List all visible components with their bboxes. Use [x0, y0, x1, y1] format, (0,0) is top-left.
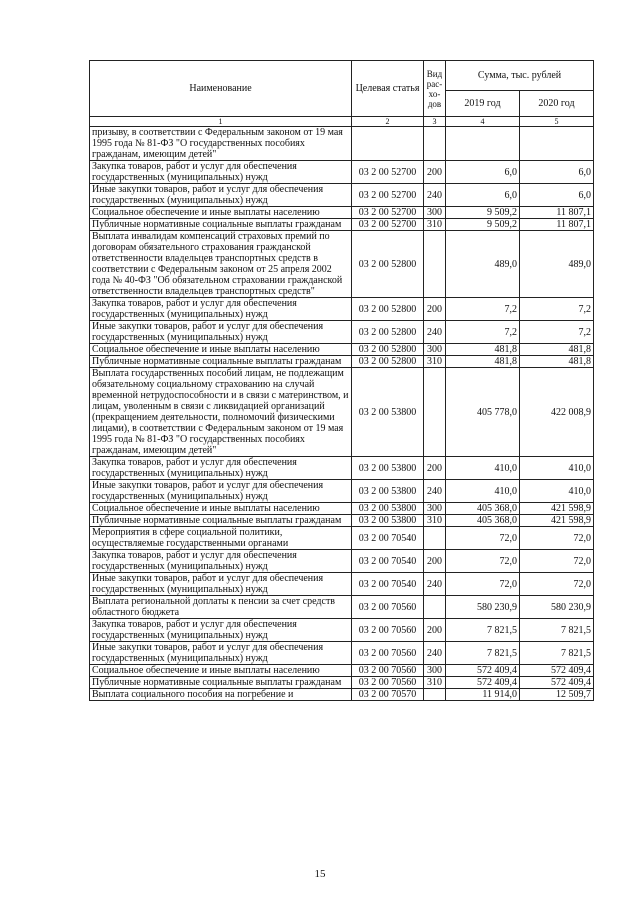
row-sum-2019: 11 914,0	[446, 689, 520, 701]
row-sum-2020: 12 509,7	[520, 689, 594, 701]
table-row	[90, 207, 594, 219]
column-number: 5	[520, 117, 594, 127]
table-row	[90, 596, 594, 619]
row-name: Иные закупки товаров, работ и услуг для обеспечения государственных (муниципальных) нужд	[90, 573, 352, 596]
table-row	[90, 356, 594, 368]
row-name: Мероприятия в сфере социальной политики, осуществляемые государственными органами	[90, 527, 352, 550]
row-name: Иные закупки товаров, работ и услуг для обеспечения государственных (муниципальных) нужд	[90, 642, 352, 665]
row-target-article	[352, 127, 424, 161]
row-name: Социальное обеспечение и иные выплаты населению	[90, 503, 352, 515]
header-name: Наименование	[90, 61, 352, 117]
row-target-article: 03 2 00 70560	[352, 665, 424, 677]
page-number: 15	[314, 868, 326, 880]
row-expense-type	[424, 689, 446, 701]
row-sum-2019: 572 409,4	[446, 677, 520, 689]
row-name: призыву, в соответствии с Федеральным законом от 19 мая 1995 года № 81-ФЗ "О государственных пособиях гражданам, имеющим детей"	[90, 127, 352, 161]
row-expense-type	[424, 596, 446, 619]
row-name: Закупка товаров, работ и услуг для обеспечения государственных (муниципальных) нужд	[90, 457, 352, 480]
row-name: Социальное обеспечение и иные выплаты населению	[90, 665, 352, 677]
row-expense-type: 240	[424, 321, 446, 344]
table-row	[90, 550, 594, 573]
row-name: Выплата региональной доплаты к пенсии за счет средств областного бюджета	[90, 596, 352, 619]
table-row	[90, 677, 594, 689]
row-sum-2019	[446, 127, 520, 161]
row-sum-2020: 422 008,9	[520, 368, 594, 457]
row-sum-2020: 7 821,5	[520, 642, 594, 665]
row-target-article: 03 2 00 52800	[352, 298, 424, 321]
row-name: Выплата инвалидам компенсаций страховых премий по договорам обязательного страхования гражданской ответственности владельцев транспортных средств в соответствии с Федеральным законом от 25 апреля 2002 года № 40-ФЗ "Об обязательном страховании гражданской ответственности владельцев транспортных средств"	[90, 231, 352, 298]
table-row	[90, 619, 594, 642]
row-sum-2020: 6,0	[520, 184, 594, 207]
row-target-article: 03 2 00 52800	[352, 321, 424, 344]
table-header	[90, 61, 594, 127]
table-row	[90, 665, 594, 677]
row-sum-2019: 7 821,5	[446, 642, 520, 665]
row-target-article: 03 2 00 53800	[352, 503, 424, 515]
column-number: 3	[424, 117, 446, 127]
header-target-article: Целевая статья	[352, 61, 424, 117]
row-expense-type: 300	[424, 207, 446, 219]
row-name: Иные закупки товаров, работ и услуг для обеспечения государственных (муниципальных) нужд	[90, 480, 352, 503]
row-expense-type: 310	[424, 219, 446, 231]
table-row	[90, 480, 594, 503]
row-name: Закупка товаров, работ и услуг для обеспечения государственных (муниципальных) нужд	[90, 550, 352, 573]
row-sum-2019: 481,8	[446, 344, 520, 356]
row-sum-2019: 481,8	[446, 356, 520, 368]
row-sum-2020	[520, 127, 594, 161]
row-name: Социальное обеспечение и иные выплаты населению	[90, 344, 352, 356]
row-target-article: 03 2 00 70560	[352, 677, 424, 689]
table-row	[90, 231, 594, 298]
row-name: Публичные нормативные социальные выплаты гражданам	[90, 356, 352, 368]
column-number: 2	[352, 117, 424, 127]
row-target-article: 03 2 00 52700	[352, 161, 424, 184]
table-row	[90, 527, 594, 550]
row-sum-2019: 410,0	[446, 480, 520, 503]
row-sum-2020: 572 409,4	[520, 665, 594, 677]
table-row	[90, 161, 594, 184]
row-target-article: 03 2 00 53800	[352, 480, 424, 503]
row-expense-type	[424, 231, 446, 298]
row-target-article: 03 2 00 70560	[352, 642, 424, 665]
table-row	[90, 184, 594, 207]
row-expense-type: 200	[424, 619, 446, 642]
row-sum-2019: 72,0	[446, 527, 520, 550]
row-name: Иные закупки товаров, работ и услуг для обеспечения государственных (муниципальных) нужд	[90, 321, 352, 344]
row-expense-type: 300	[424, 503, 446, 515]
row-target-article: 03 2 00 52800	[352, 344, 424, 356]
row-sum-2020: 421 598,9	[520, 515, 594, 527]
row-sum-2019: 572 409,4	[446, 665, 520, 677]
table-row	[90, 321, 594, 344]
row-sum-2020: 11 807,1	[520, 207, 594, 219]
row-sum-2020: 481,8	[520, 356, 594, 368]
row-expense-type: 200	[424, 298, 446, 321]
table-body	[90, 127, 594, 701]
row-sum-2019: 7,2	[446, 298, 520, 321]
row-name: Публичные нормативные социальные выплаты гражданам	[90, 677, 352, 689]
row-expense-type	[424, 127, 446, 161]
row-sum-2020: 7,2	[520, 321, 594, 344]
row-target-article: 03 2 00 70560	[352, 619, 424, 642]
row-expense-type: 200	[424, 550, 446, 573]
table-row	[90, 298, 594, 321]
table-row	[90, 457, 594, 480]
row-expense-type: 310	[424, 356, 446, 368]
row-expense-type: 200	[424, 457, 446, 480]
row-sum-2020: 7,2	[520, 298, 594, 321]
row-target-article: 03 2 00 52800	[352, 231, 424, 298]
row-expense-type: 310	[424, 677, 446, 689]
table-row	[90, 344, 594, 356]
row-sum-2019: 72,0	[446, 573, 520, 596]
row-target-article: 03 2 00 70570	[352, 689, 424, 701]
row-sum-2019: 405 368,0	[446, 515, 520, 527]
row-target-article: 03 2 00 52800	[352, 356, 424, 368]
row-sum-2020: 7 821,5	[520, 619, 594, 642]
table-row	[90, 127, 594, 161]
table-row	[90, 368, 594, 457]
row-sum-2019: 405 368,0	[446, 503, 520, 515]
row-target-article: 03 2 00 70540	[352, 573, 424, 596]
header-expense-type: Вид рас-хо-дов	[424, 61, 446, 117]
row-expense-type: 240	[424, 480, 446, 503]
row-target-article: 03 2 00 53800	[352, 368, 424, 457]
row-name: Публичные нормативные социальные выплаты гражданам	[90, 219, 352, 231]
row-expense-type	[424, 368, 446, 457]
row-target-article: 03 2 00 52700	[352, 219, 424, 231]
row-sum-2020: 572 409,4	[520, 677, 594, 689]
row-sum-2020: 410,0	[520, 480, 594, 503]
row-expense-type: 240	[424, 573, 446, 596]
row-sum-2019: 7,2	[446, 321, 520, 344]
row-sum-2019: 405 778,0	[446, 368, 520, 457]
row-expense-type: 300	[424, 665, 446, 677]
header-sum: Сумма, тыс. рублей	[446, 61, 594, 91]
row-target-article: 03 2 00 52700	[352, 184, 424, 207]
budget-table	[89, 60, 594, 701]
header-year-2020: 2020 год	[520, 91, 594, 117]
column-number: 1	[90, 117, 352, 127]
header-year-2019: 2019 год	[446, 91, 520, 117]
row-sum-2019: 580 230,9	[446, 596, 520, 619]
column-number: 4	[446, 117, 520, 127]
column-number-row	[90, 117, 594, 127]
row-sum-2019: 6,0	[446, 161, 520, 184]
row-expense-type: 300	[424, 344, 446, 356]
row-sum-2019: 489,0	[446, 231, 520, 298]
table-row	[90, 573, 594, 596]
row-sum-2019: 6,0	[446, 184, 520, 207]
row-sum-2020: 72,0	[520, 527, 594, 550]
table-row	[90, 689, 594, 701]
row-sum-2019: 72,0	[446, 550, 520, 573]
row-sum-2020: 6,0	[520, 161, 594, 184]
row-sum-2019: 7 821,5	[446, 619, 520, 642]
row-sum-2020: 580 230,9	[520, 596, 594, 619]
row-name: Социальное обеспечение и иные выплаты населению	[90, 207, 352, 219]
row-expense-type: 240	[424, 184, 446, 207]
row-target-article: 03 2 00 52700	[352, 207, 424, 219]
row-target-article: 03 2 00 53800	[352, 457, 424, 480]
row-target-article: 03 2 00 70540	[352, 527, 424, 550]
table-row	[90, 503, 594, 515]
row-sum-2019: 9 509,2	[446, 219, 520, 231]
row-target-article: 03 2 00 70560	[352, 596, 424, 619]
table-row	[90, 219, 594, 231]
table-row	[90, 515, 594, 527]
row-name: Закупка товаров, работ и услуг для обеспечения государственных (муниципальных) нужд	[90, 619, 352, 642]
row-sum-2020: 489,0	[520, 231, 594, 298]
row-name: Закупка товаров, работ и услуг для обеспечения государственных (муниципальных) нужд	[90, 161, 352, 184]
row-expense-type: 310	[424, 515, 446, 527]
row-sum-2020: 481,8	[520, 344, 594, 356]
row-target-article: 03 2 00 70540	[352, 550, 424, 573]
row-expense-type	[424, 527, 446, 550]
row-name: Выплата социального пособия на погребение и	[90, 689, 352, 701]
row-target-article: 03 2 00 53800	[352, 515, 424, 527]
row-expense-type: 200	[424, 161, 446, 184]
row-sum-2019: 410,0	[446, 457, 520, 480]
row-sum-2020: 72,0	[520, 573, 594, 596]
row-expense-type: 240	[424, 642, 446, 665]
row-name: Иные закупки товаров, работ и услуг для обеспечения государственных (муниципальных) нужд	[90, 184, 352, 207]
row-name: Выплата государственных пособий лицам, не подлежащим обязательному социальному страхованию на случай временной нетрудоспособности и в связи с материнством, и лицам, уволенным в связи с ликвидацией организаций (прекращением деятельности, полномочий физическими лицами), в соответствии с Федеральным законом от 19 мая 1995 года № 81-ФЗ "О государственных пособиях гражданам, имеющим детей"	[90, 368, 352, 457]
row-sum-2020: 72,0	[520, 550, 594, 573]
row-name: Публичные нормативные социальные выплаты гражданам	[90, 515, 352, 527]
row-sum-2019: 9 509,2	[446, 207, 520, 219]
row-sum-2020: 11 807,1	[520, 219, 594, 231]
row-sum-2020: 410,0	[520, 457, 594, 480]
row-sum-2020: 421 598,9	[520, 503, 594, 515]
row-name: Закупка товаров, работ и услуг для обеспечения государственных (муниципальных) нужд	[90, 298, 352, 321]
table-row	[90, 642, 594, 665]
